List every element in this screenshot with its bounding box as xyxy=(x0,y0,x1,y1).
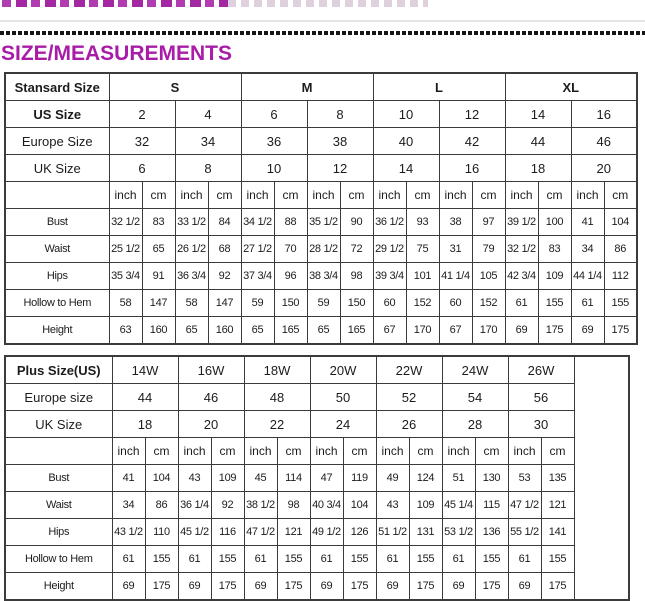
unit-cell: cm xyxy=(142,182,175,209)
value-cell: 31 xyxy=(439,236,472,263)
value-cell: 35 3/4 xyxy=(109,263,142,290)
value-cell: 69 xyxy=(571,317,604,345)
value-cell: 42 xyxy=(439,128,505,155)
row-label: Waist xyxy=(5,492,112,519)
value-cell: 34 xyxy=(571,236,604,263)
table-row xyxy=(5,209,637,236)
value-cell: 98 xyxy=(340,263,373,290)
value-cell: 65 xyxy=(175,317,208,345)
unit-cell: cm xyxy=(475,438,508,465)
value-cell: 69 xyxy=(310,573,343,601)
value-cell: 28 1/2 xyxy=(307,236,340,263)
value-cell: 69 xyxy=(112,573,145,601)
value-cell: 114 xyxy=(277,465,310,492)
row-label: Hollow to Hem xyxy=(5,290,109,317)
unit-cell: inch xyxy=(376,438,409,465)
value-cell xyxy=(574,356,629,600)
unit-cell: cm xyxy=(409,438,442,465)
unit-cell: inch xyxy=(307,182,340,209)
value-cell: 37 3/4 xyxy=(241,263,274,290)
value-cell: 61 xyxy=(442,546,475,573)
value-cell: 165 xyxy=(274,317,307,345)
value-cell: 130 xyxy=(475,465,508,492)
table-row xyxy=(5,73,637,101)
value-cell: 92 xyxy=(208,263,241,290)
value-cell: 61 xyxy=(310,546,343,573)
value-cell: 18W xyxy=(244,356,310,384)
value-cell: 47 1/2 xyxy=(244,519,277,546)
value-cell: 14 xyxy=(505,101,571,128)
value-cell: 27 1/2 xyxy=(241,236,274,263)
value-cell: 175 xyxy=(277,573,310,601)
table-row xyxy=(5,411,629,438)
unit-cell: inch xyxy=(241,182,274,209)
table-row xyxy=(5,290,637,317)
value-cell: 20 xyxy=(178,411,244,438)
unit-cell: inch xyxy=(439,182,472,209)
value-cell: 20 xyxy=(571,155,637,182)
unit-cell: inch xyxy=(175,182,208,209)
value-cell: 59 xyxy=(307,290,340,317)
value-cell: 93 xyxy=(406,209,439,236)
value-cell: 61 xyxy=(508,546,541,573)
table-row xyxy=(5,573,629,601)
row-label: Height xyxy=(5,317,109,345)
value-cell: 38 3/4 xyxy=(307,263,340,290)
value-cell: 36 1/2 xyxy=(373,209,406,236)
value-cell: XL xyxy=(505,73,637,101)
value-cell: 175 xyxy=(541,573,574,601)
value-cell: 24 xyxy=(310,411,376,438)
value-cell: 61 xyxy=(571,290,604,317)
value-cell: 110 xyxy=(145,519,178,546)
value-cell: 52 xyxy=(376,384,442,411)
value-cell: 6 xyxy=(241,101,307,128)
value-cell: 155 xyxy=(409,546,442,573)
value-cell: 109 xyxy=(538,263,571,290)
value-cell: 147 xyxy=(208,290,241,317)
value-cell: 49 xyxy=(376,465,409,492)
unit-cell: cm xyxy=(604,182,637,209)
value-cell: 109 xyxy=(211,465,244,492)
value-cell: 36 3/4 xyxy=(175,263,208,290)
table-row xyxy=(5,492,629,519)
unit-cell: cm xyxy=(340,182,373,209)
value-cell: 69 xyxy=(178,573,211,601)
value-cell: 53 1/2 xyxy=(442,519,475,546)
row-label: Bust xyxy=(5,465,112,492)
value-cell: 43 xyxy=(178,465,211,492)
value-cell: 60 xyxy=(439,290,472,317)
value-cell: 12 xyxy=(439,101,505,128)
page-title: SIZE/MEASUREMENTS xyxy=(1,42,233,65)
value-cell: 83 xyxy=(142,209,175,236)
value-cell: 30 xyxy=(508,411,574,438)
value-cell: 58 xyxy=(175,290,208,317)
value-cell: 68 xyxy=(208,236,241,263)
value-cell: 119 xyxy=(343,465,376,492)
value-cell: 69 xyxy=(244,573,277,601)
value-cell: 131 xyxy=(409,519,442,546)
value-cell: 86 xyxy=(145,492,178,519)
value-cell: 61 xyxy=(178,546,211,573)
value-cell: 26 1/2 xyxy=(175,236,208,263)
value-cell: 84 xyxy=(208,209,241,236)
value-cell: 112 xyxy=(604,263,637,290)
unit-cell: cm xyxy=(406,182,439,209)
unit-cell: inch xyxy=(109,182,142,209)
value-cell: 65 xyxy=(307,317,340,345)
value-cell: 155 xyxy=(604,290,637,317)
value-cell: 155 xyxy=(277,546,310,573)
value-cell: 175 xyxy=(604,317,637,345)
value-cell: 55 1/2 xyxy=(508,519,541,546)
value-cell: 44 1/4 xyxy=(571,263,604,290)
value-cell: 136 xyxy=(475,519,508,546)
value-cell: 39 1/2 xyxy=(505,209,538,236)
value-cell: 61 xyxy=(376,546,409,573)
value-cell: 41 xyxy=(571,209,604,236)
row-label: Waist xyxy=(5,236,109,263)
value-cell: 43 1/2 xyxy=(112,519,145,546)
value-cell: 40 xyxy=(373,128,439,155)
row-label xyxy=(5,182,109,209)
value-cell: 2 xyxy=(109,101,175,128)
unit-cell: inch xyxy=(442,438,475,465)
value-cell: 38 1/2 xyxy=(244,492,277,519)
value-cell: 83 xyxy=(538,236,571,263)
value-cell: 45 xyxy=(244,465,277,492)
value-cell: 104 xyxy=(343,492,376,519)
row-label xyxy=(5,438,112,465)
value-cell: 79 xyxy=(472,236,505,263)
value-cell: 147 xyxy=(142,290,175,317)
value-cell: 155 xyxy=(541,546,574,573)
row-label: Height xyxy=(5,573,112,601)
value-cell: 48 xyxy=(244,384,310,411)
value-cell: 38 xyxy=(307,128,373,155)
value-cell: 126 xyxy=(343,519,376,546)
value-cell: 42 3/4 xyxy=(505,263,538,290)
unit-cell: inch xyxy=(244,438,277,465)
value-cell: 24W xyxy=(442,356,508,384)
table-row xyxy=(5,356,629,384)
row-label: UK Size xyxy=(5,411,112,438)
value-cell: 32 1/2 xyxy=(505,236,538,263)
unit-cell: inch xyxy=(310,438,343,465)
value-cell: 69 xyxy=(376,573,409,601)
value-cell: 175 xyxy=(409,573,442,601)
table-row xyxy=(5,236,637,263)
value-cell: 6 xyxy=(109,155,175,182)
value-cell: 45 1/4 xyxy=(442,492,475,519)
value-cell: 34 xyxy=(175,128,241,155)
value-cell: 175 xyxy=(211,573,244,601)
value-cell: 10 xyxy=(241,155,307,182)
unit-cell: inch xyxy=(571,182,604,209)
value-cell: 53 xyxy=(508,465,541,492)
value-cell: 40 3/4 xyxy=(310,492,343,519)
value-cell: 109 xyxy=(409,492,442,519)
value-cell: 26W xyxy=(508,356,574,384)
value-cell: 155 xyxy=(475,546,508,573)
value-cell: 98 xyxy=(277,492,310,519)
value-cell: 51 1/2 xyxy=(376,519,409,546)
value-cell: 155 xyxy=(538,290,571,317)
unit-cell: cm xyxy=(343,438,376,465)
value-cell: 92 xyxy=(211,492,244,519)
value-cell: 88 xyxy=(274,209,307,236)
value-cell: 43 xyxy=(376,492,409,519)
row-label: UK Size xyxy=(5,155,109,182)
row-label: Europe Size xyxy=(5,128,109,155)
value-cell: 8 xyxy=(307,101,373,128)
value-cell: 59 xyxy=(241,290,274,317)
value-cell: 47 1/2 xyxy=(508,492,541,519)
value-cell: 50 xyxy=(310,384,376,411)
value-cell: 104 xyxy=(604,209,637,236)
table-row xyxy=(5,101,637,128)
value-cell: 104 xyxy=(145,465,178,492)
value-cell: 170 xyxy=(472,317,505,345)
value-cell: 160 xyxy=(142,317,175,345)
unit-cell: inch xyxy=(508,438,541,465)
value-cell: 69 xyxy=(505,317,538,345)
cutoff-text-fragment xyxy=(2,0,432,7)
value-cell: 29 1/2 xyxy=(373,236,406,263)
value-cell: 150 xyxy=(274,290,307,317)
value-cell: 96 xyxy=(274,263,307,290)
value-cell: 67 xyxy=(373,317,406,345)
value-cell: 65 xyxy=(241,317,274,345)
value-cell: 32 xyxy=(109,128,175,155)
value-cell: 155 xyxy=(145,546,178,573)
value-cell: 44 xyxy=(112,384,178,411)
value-cell: 63 xyxy=(109,317,142,345)
value-cell: 35 1/2 xyxy=(307,209,340,236)
value-cell: 16W xyxy=(178,356,244,384)
standard-size-table xyxy=(4,72,638,345)
row-label: Stansard Size xyxy=(5,73,109,101)
value-cell: 67 xyxy=(439,317,472,345)
value-cell: 58 xyxy=(109,290,142,317)
value-cell: 20W xyxy=(310,356,376,384)
value-cell: 105 xyxy=(472,263,505,290)
value-cell: 72 xyxy=(340,236,373,263)
value-cell: 22 xyxy=(244,411,310,438)
row-label: US Size xyxy=(5,101,109,128)
value-cell: S xyxy=(109,73,241,101)
value-cell: 61 xyxy=(244,546,277,573)
value-cell: 34 1/2 xyxy=(241,209,274,236)
value-cell: 22W xyxy=(376,356,442,384)
table-row xyxy=(5,384,629,411)
unit-cell: cm xyxy=(541,438,574,465)
value-cell: 4 xyxy=(175,101,241,128)
value-cell: 12 xyxy=(307,155,373,182)
value-cell: 41 1/4 xyxy=(439,263,472,290)
value-cell: 38 xyxy=(439,209,472,236)
value-cell: 34 xyxy=(112,492,145,519)
value-cell: 175 xyxy=(538,317,571,345)
value-cell: 41 xyxy=(112,465,145,492)
value-cell: 121 xyxy=(277,519,310,546)
table-row xyxy=(5,155,637,182)
table-row xyxy=(5,182,637,209)
row-label: Plus Size(US) xyxy=(5,356,112,384)
unit-cell: inch xyxy=(178,438,211,465)
value-cell: 61 xyxy=(112,546,145,573)
value-cell: 75 xyxy=(406,236,439,263)
value-cell: 46 xyxy=(571,128,637,155)
unit-cell: cm xyxy=(277,438,310,465)
table-row xyxy=(5,317,637,345)
value-cell: 18 xyxy=(505,155,571,182)
value-cell: 45 1/2 xyxy=(178,519,211,546)
value-cell: 16 xyxy=(571,101,637,128)
value-cell: 54 xyxy=(442,384,508,411)
value-cell: 49 1/2 xyxy=(310,519,343,546)
value-cell: 36 xyxy=(241,128,307,155)
unit-cell: inch xyxy=(373,182,406,209)
value-cell: 46 xyxy=(178,384,244,411)
value-cell: M xyxy=(241,73,373,101)
table-row xyxy=(5,438,629,465)
value-cell: 152 xyxy=(472,290,505,317)
value-cell: 175 xyxy=(475,573,508,601)
value-cell: 90 xyxy=(340,209,373,236)
value-cell: 44 xyxy=(505,128,571,155)
value-cell: 28 xyxy=(442,411,508,438)
row-label: Hips xyxy=(5,263,109,290)
value-cell: 160 xyxy=(208,317,241,345)
value-cell: 155 xyxy=(343,546,376,573)
value-cell: 14W xyxy=(112,356,178,384)
value-cell: 39 3/4 xyxy=(373,263,406,290)
value-cell: 18 xyxy=(112,411,178,438)
row-label: Hollow to Hem xyxy=(5,546,112,573)
value-cell: 8 xyxy=(175,155,241,182)
unit-cell: cm xyxy=(274,182,307,209)
unit-cell: cm xyxy=(472,182,505,209)
value-cell: 69 xyxy=(442,573,475,601)
value-cell: 175 xyxy=(343,573,376,601)
row-label: Europe size xyxy=(5,384,112,411)
value-cell: 47 xyxy=(310,465,343,492)
value-cell: 32 1/2 xyxy=(109,209,142,236)
value-cell: 124 xyxy=(409,465,442,492)
value-cell: 25 1/2 xyxy=(109,236,142,263)
value-cell: 91 xyxy=(142,263,175,290)
dashed-divider xyxy=(0,31,645,35)
unit-cell: cm xyxy=(208,182,241,209)
value-cell: 100 xyxy=(538,209,571,236)
value-cell: 121 xyxy=(541,492,574,519)
unit-cell: inch xyxy=(505,182,538,209)
value-cell: 116 xyxy=(211,519,244,546)
value-cell: 16 xyxy=(439,155,505,182)
value-cell: 155 xyxy=(211,546,244,573)
value-cell: 14 xyxy=(373,155,439,182)
value-cell: 165 xyxy=(340,317,373,345)
value-cell: 60 xyxy=(373,290,406,317)
value-cell: 175 xyxy=(145,573,178,601)
value-cell: 36 1/4 xyxy=(178,492,211,519)
value-cell: 97 xyxy=(472,209,505,236)
row-label: Hips xyxy=(5,519,112,546)
value-cell: 51 xyxy=(442,465,475,492)
unit-cell: cm xyxy=(145,438,178,465)
value-cell: 69 xyxy=(508,573,541,601)
value-cell: 115 xyxy=(475,492,508,519)
value-cell: L xyxy=(373,73,505,101)
table-row xyxy=(5,465,629,492)
value-cell: 10 xyxy=(373,101,439,128)
value-cell: 152 xyxy=(406,290,439,317)
value-cell: 101 xyxy=(406,263,439,290)
unit-cell: cm xyxy=(538,182,571,209)
unit-cell: inch xyxy=(112,438,145,465)
value-cell: 33 1/2 xyxy=(175,209,208,236)
value-cell: 150 xyxy=(340,290,373,317)
value-cell: 26 xyxy=(376,411,442,438)
value-cell: 61 xyxy=(505,290,538,317)
table-row xyxy=(5,546,629,573)
plus-size-table xyxy=(4,355,630,601)
value-cell: 70 xyxy=(274,236,307,263)
value-cell: 86 xyxy=(604,236,637,263)
value-cell: 141 xyxy=(541,519,574,546)
row-label: Bust xyxy=(5,209,109,236)
table-row xyxy=(5,519,629,546)
table-row xyxy=(5,263,637,290)
value-cell: 56 xyxy=(508,384,574,411)
faint-divider xyxy=(0,20,645,22)
table-row xyxy=(5,128,637,155)
value-cell: 65 xyxy=(142,236,175,263)
value-cell: 135 xyxy=(541,465,574,492)
value-cell: 170 xyxy=(406,317,439,345)
unit-cell: cm xyxy=(211,438,244,465)
